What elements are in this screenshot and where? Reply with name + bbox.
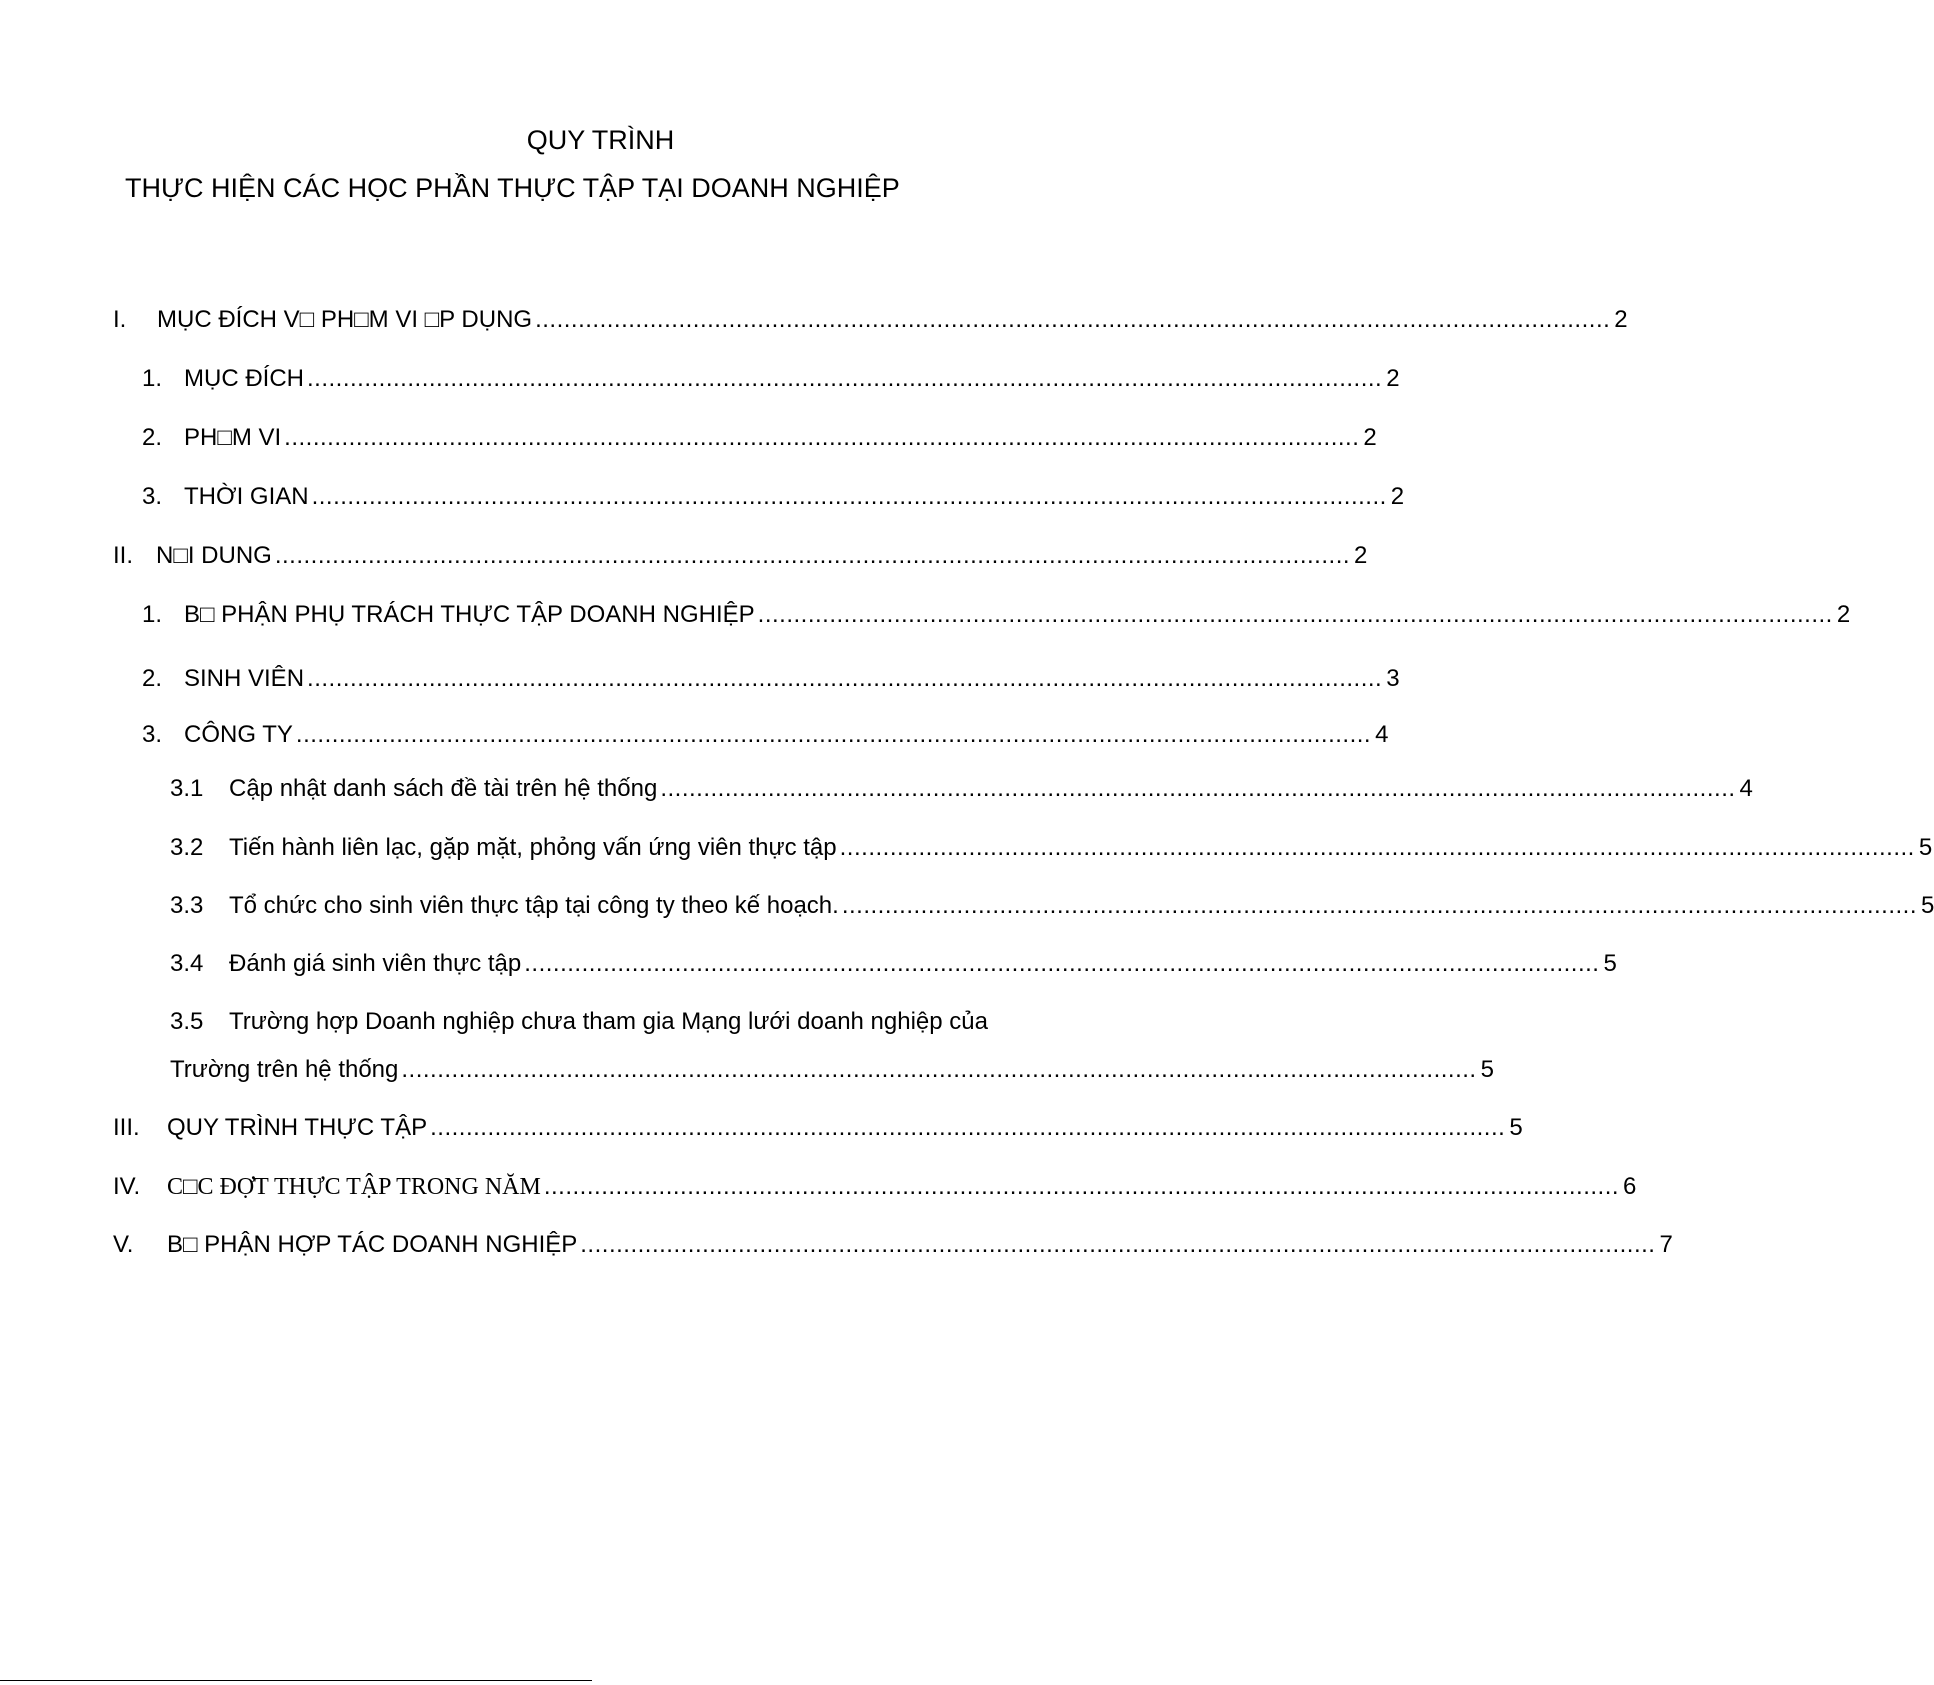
toc-entry-2-3-1[interactable]: [170, 774, 1753, 804]
toc-entry-page: 4: [1375, 721, 1389, 748]
toc-entry-page: 2: [1386, 365, 1400, 392]
toc-entry-title: N□I DUNG: [156, 542, 272, 569]
toc-entry-section-1[interactable]: [113, 305, 1628, 335]
toc-leader-dots: ......................................................................................................................................................: [284, 424, 1360, 451]
toc-entry-section-3[interactable]: [113, 1113, 1523, 1143]
toc-entry-title-continued: Trường trên hệ thống: [170, 1056, 399, 1083]
toc-entry-title: Trường hợp Doanh nghiệp chưa tham gia Mạng lưới doanh nghiệp của: [229, 1008, 988, 1035]
toc-entry-2-3[interactable]: [142, 720, 1389, 750]
toc-entry-title: MỤC ĐÍCH: [184, 365, 304, 392]
toc-entry-title: Tiến hành liên lạc, gặp mặt, phỏng vấn ứng viên thực tập: [229, 834, 837, 861]
toc-entry-page: 2: [1354, 542, 1368, 569]
toc-entry-page: 5: [1921, 892, 1934, 919]
toc-entry-number: 3.: [142, 721, 163, 748]
toc-entry-number: III.: [113, 1114, 140, 1141]
toc-entry-page: 6: [1623, 1173, 1637, 1200]
toc-entry-page: 7: [1659, 1231, 1673, 1258]
toc-entry-number: I.: [113, 306, 127, 333]
toc-entry-number: 3.2: [170, 834, 204, 861]
toc-leader-dots: ......................................................................................................................................................: [307, 665, 1383, 692]
toc-entry-section-4[interactable]: [113, 1172, 1637, 1202]
toc-entry-number: II.: [113, 542, 134, 569]
toc-leader-dots: ......................................................................................................................................................: [757, 601, 1833, 628]
toc-entry-page: 4: [1739, 775, 1753, 802]
toc-entry-title: SINH VIÊN: [184, 665, 305, 692]
toc-entry-2-3-5-continued[interactable]: [170, 1055, 1494, 1085]
toc-entry-title: C□C ĐỢT THỰC TẬP TRONG NĂM: [167, 1174, 541, 1200]
toc-leader-dots: ......................................................................................................................................................: [839, 834, 1915, 861]
toc-entry-2-3-3[interactable]: [170, 891, 1934, 921]
toc-leader-dots: ......................................................................................................................................................: [307, 365, 1383, 392]
toc-entry-title: PH□M VI: [184, 424, 282, 451]
toc-leader-dots: ......................................................................................................................................................: [274, 542, 1351, 569]
toc-entry-title: Tổ chức cho sinh viên thực tập tại công ty theo kế hoạch.: [229, 892, 839, 919]
toc-entry-page: 3: [1386, 665, 1400, 692]
toc-entry-number: 3.1: [170, 775, 204, 802]
toc-entry-number: 2.: [142, 665, 163, 692]
toc-entry-section-5[interactable]: [113, 1230, 1673, 1260]
toc-entry-title: B□ PHẬN HỢP TÁC DOANH NGHIỆP: [167, 1231, 578, 1258]
toc-entry-number: 3.: [142, 483, 163, 510]
toc-leader-dots: ......................................................................................................................................................: [543, 1173, 1620, 1200]
toc-leader-dots: ......................................................................................................................................................: [295, 721, 1372, 748]
toc-leader-dots: ......................................................................................................................................................: [660, 775, 1736, 802]
toc-leader-dots: ......................................................................................................................................................: [841, 892, 1918, 919]
toc-entry-page: 5: [1918, 834, 1933, 861]
toc-entry-section-2[interactable]: [113, 541, 1368, 571]
toc-entry-2-1[interactable]: [142, 600, 1851, 630]
toc-entry-number: V.: [113, 1231, 134, 1258]
toc-entry-page: 2: [1363, 424, 1377, 451]
toc-entry-title: CÔNG TY: [184, 721, 293, 748]
toc-leader-dots: ......................................................................................................................................................: [580, 1231, 1656, 1258]
toc-entry-2-3-2[interactable]: [170, 833, 1933, 863]
footnote-separator: [0, 1680, 592, 1681]
toc-entry-2-3-5[interactable]: [170, 1007, 988, 1037]
toc-entry-number: 3.4: [170, 950, 204, 977]
toc-entry-page: 2: [1390, 483, 1405, 510]
toc-entry-page: 2: [1836, 601, 1851, 628]
toc-entry-1-3[interactable]: [142, 482, 1405, 512]
toc-entry-title: Cập nhật danh sách đề tài trên hệ thống: [229, 775, 658, 802]
toc-entry-1-2[interactable]: [142, 423, 1377, 453]
toc-entry-number: 1.: [142, 601, 163, 628]
toc-entry-number: IV.: [113, 1173, 141, 1200]
toc-leader-dots: ......................................................................................................................................................: [401, 1056, 1477, 1083]
toc-entry-number: 3.3: [170, 892, 204, 919]
toc-leader-dots: ......................................................................................................................................................: [535, 306, 1611, 333]
toc-entry-page: 5: [1480, 1056, 1494, 1083]
document-subtitle: THỰC HIỆN CÁC HỌC PHẦN THỰC TẬP TẠI DOANH NGHIỆP: [125, 173, 900, 203]
toc-leader-dots: ......................................................................................................................................................: [311, 483, 1387, 510]
toc-entry-title: MỤC ĐÍCH V□ PH□M VI □P DỤNG: [157, 306, 533, 333]
toc-entry-page: 5: [1509, 1114, 1523, 1141]
toc-entry-title: QUY TRÌNH THỰC TẬP: [167, 1114, 428, 1141]
toc-entry-title: Đánh giá sinh viên thực tập: [229, 950, 522, 977]
toc-entry-2-3-4[interactable]: [170, 949, 1617, 979]
toc-entry-number: 3.5: [170, 1008, 204, 1035]
toc-entry-number: 1.: [142, 365, 163, 392]
toc-entry-title: THỜI GIAN: [184, 483, 309, 510]
toc-entry-title: B□ PHẬN PHỤ TRÁCH THỰC TẬP DOANH NGHIỆP: [184, 601, 755, 628]
document-title: QUY TRÌNH: [526, 125, 675, 155]
toc-entry-page: 2: [1614, 306, 1628, 333]
toc-entry-number: 2.: [142, 424, 163, 451]
toc-entry-page: 5: [1603, 950, 1617, 977]
toc-leader-dots: ......................................................................................................................................................: [430, 1114, 1506, 1141]
toc-entry-1-1[interactable]: [142, 364, 1400, 394]
toc-entry-2-2[interactable]: [142, 664, 1400, 694]
toc-leader-dots: ......................................................................................................................................................: [524, 950, 1600, 977]
